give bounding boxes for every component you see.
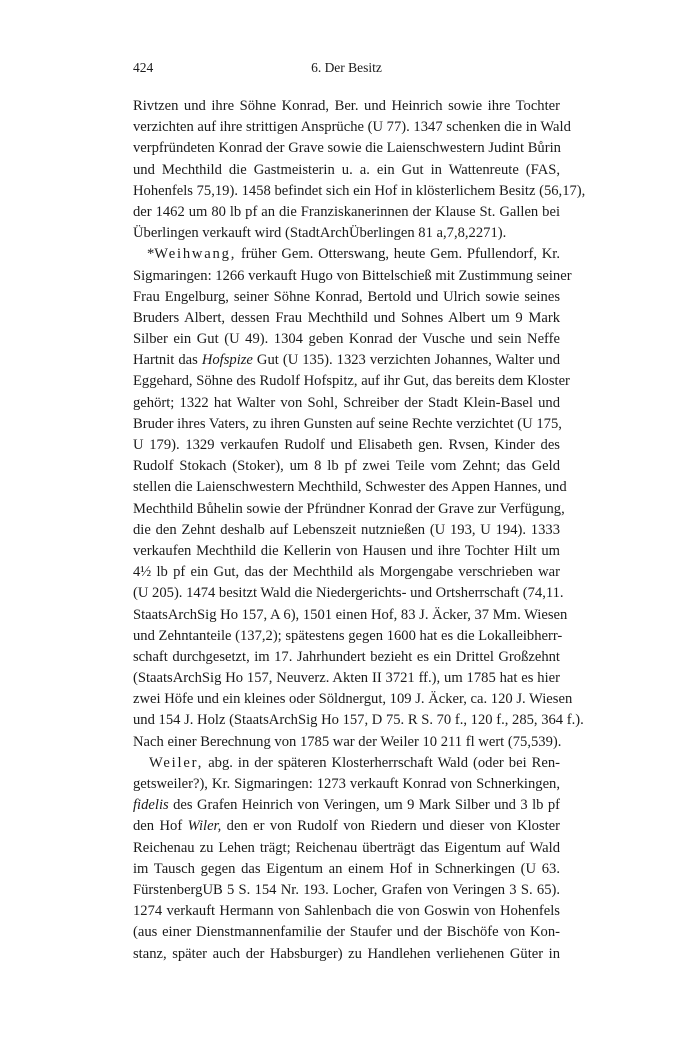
text-segment: Hartnit das [133, 352, 202, 369]
text-segment: des Grafen Heinrich von Veringen, um 9 Mark Silber und 3 lb pf [168, 797, 560, 814]
text-line: Eggehard, Söhne des Rudolf Hofspitz, auf ihr Gut, das bereits dem Kloster [133, 373, 570, 390]
text-line: verpfründeten Konrad der Grave sowie die Laienschwestern Judint Bůrin [133, 140, 561, 157]
text-line: Rudolf Stokach (Stoker), um 8 lb pf zwei Teile vom Zehnt; das Geld [133, 458, 560, 475]
text-segment: den Hof [133, 818, 188, 835]
page-header [133, 60, 560, 82]
text-line: gehört; 1322 hat Walter von Sohl, Schreiber der Stadt Klein-Basel und [133, 394, 560, 411]
text-line: der 1462 um 80 lb pf an die Franziskanerinnen der Klause St. Gallen bei [133, 203, 560, 220]
text-line [133, 795, 560, 816]
entry-heading-line [133, 753, 560, 774]
text-line: stanz, später auch der Habsburger) zu Handlehen verliehenen Güter in [133, 945, 560, 962]
entry-text: früher Gem. Otterswang, heute Gem. Pfullendorf, Kr. [236, 246, 560, 263]
text-line: (U 205). 1474 besitzt Wald die Niedergerichts- und Ortsherrschaft (74,11. [133, 585, 564, 602]
text-line: und 154 J. Holz (StaatsArchSig Ho 157, D 75. R S. 70 f., 120 f., 285, 364 f.). [133, 712, 584, 729]
text-segment: den er von Rudolf von Riedern und dieser von Kloster [221, 818, 560, 835]
text-line: getsweiler?), Kr. Sigmaringen: 1273 verkauft Konrad von Schnerkingen, [133, 776, 560, 792]
text-line: und Zehntanteile (137,2); spätestens gegen 1600 hat es die Lokalleibherr- [133, 627, 563, 644]
text-line: (StaatsArchSig Ho 157, Neuverz. Akten II 3721 ff.), um 1785 hat es hier [133, 670, 560, 687]
text-line: Hohenfels 75,19). 1458 befindet sich ein Hof in klösterlichem Besitz (56,17), [133, 182, 586, 199]
text-line: die den Zehnt deshalb auf Lebenszeit nutznießen (U 193, U 194). 1333 [133, 521, 560, 538]
text-line: Bruders Albert, dessen Frau Mechthild und Sohnes Albert um 9 Mark [133, 309, 560, 326]
entry-heading-line [133, 244, 560, 265]
text-line: (aus einer Dienstmannenfamilie der Staufer und der Bischöfe von Kon- [133, 924, 560, 941]
body-text [133, 96, 586, 965]
text-line: Frau Engelburg, seiner Söhne Konrad, Bertold und Ulrich sowie seines [133, 288, 560, 305]
page-number: 424 [133, 60, 154, 75]
text-line: Überlingen verkauft wird (StadtArchÜberlingen 81 a,7,8,2271). [133, 225, 507, 242]
text-line: verzichten auf ihre strittigen Ansprüche (U 77). 1347 schenken die in Wald [133, 119, 571, 136]
text-line: schaft durchgesetzt, im 17. Jahrhundert bezieht es ein Drittel Großzehnt [133, 648, 560, 665]
text-line [133, 816, 560, 837]
text-line: 1274 verkauft Hermann von Sahlenbach die von Goswin von Hohenfels [133, 903, 560, 920]
text-line: Rivtzen und ihre Söhne Konrad, Ber. und Heinrich sowie ihre Tochter [133, 98, 560, 114]
text-line: Sigmaringen: 1266 verkauft Hugo von Bittelschieß mit Zustimmung seiner [133, 267, 572, 284]
text-line: und Mechthild die Gastmeisterin u. a. ein Gut in Wattenreute (FAS, [133, 161, 560, 178]
text-line: U 179). 1329 verkaufen Rudolf und Elisabeth gen. Rvsen, Kinder des [133, 437, 560, 453]
italic-term: fidelis [133, 797, 169, 814]
text-line: zwei Höfe und ein kleines oder Söldnergut, 109 J. Äcker, ca. 120 J. Wiesen [133, 691, 573, 708]
entry-keyword: Weiler, [149, 754, 204, 771]
text-line: im Tausch gegen das Eigentum an einem Hof in Schnerkingen (U 63. [133, 860, 560, 877]
entry-text: abg. in der späteren Klosterherrschaft Wald (oder bei Ren- [203, 754, 560, 771]
text-line [133, 350, 560, 371]
entry-keyword: Weihwang, [154, 246, 237, 263]
text-line: Bruder ihres Vaters, zu ihren Gunsten auf seine Rechte verzichtet (U 175, [133, 415, 562, 432]
text-line: StaatsArchSig Ho 157, A 6), 1501 einen Hof, 83 J. Äcker, 37 Mm. Wiesen [133, 606, 568, 623]
text-line: stellen die Laienschwestern Mechthild, Schwester des Appen Hannes, und [133, 479, 567, 496]
running-head: 6. Der Besitz [311, 60, 382, 75]
text-line: Silber ein Gut (U 49). 1304 geben Konrad der Vusche und sein Neffe [133, 331, 560, 348]
text-line: Nach einer Berechnung von 1785 war der Weiler 10 211 fl wert (75,539). [133, 733, 562, 750]
text-line: verkaufen Mechthild die Kellerin von Hausen und ihre Tochter Hilt um [133, 542, 560, 559]
text-line: FürstenbergUB 5 S. 154 Nr. 193. Locher, Grafen von Veringen 3 S. 65). [133, 881, 560, 898]
text-segment: Gut (U 135). 1323 verzichten Johannes, Walter und [252, 352, 560, 369]
text-line: 4½ lb pf ein Gut, das der Mechthild als Morgengabe verschrieben war [133, 564, 560, 581]
text-line: Mechthild Bůhelin sowie der Pfründner Konrad der Grave zur Verfügung, [133, 500, 565, 517]
italic-term: Hofspize [201, 352, 253, 369]
entry-marker: * [147, 246, 155, 263]
italic-term: Wiler, [187, 818, 222, 835]
text-line: Reichenau zu Lehen trägt; Reichenau überträgt das Eigentum auf Wald [133, 839, 560, 856]
